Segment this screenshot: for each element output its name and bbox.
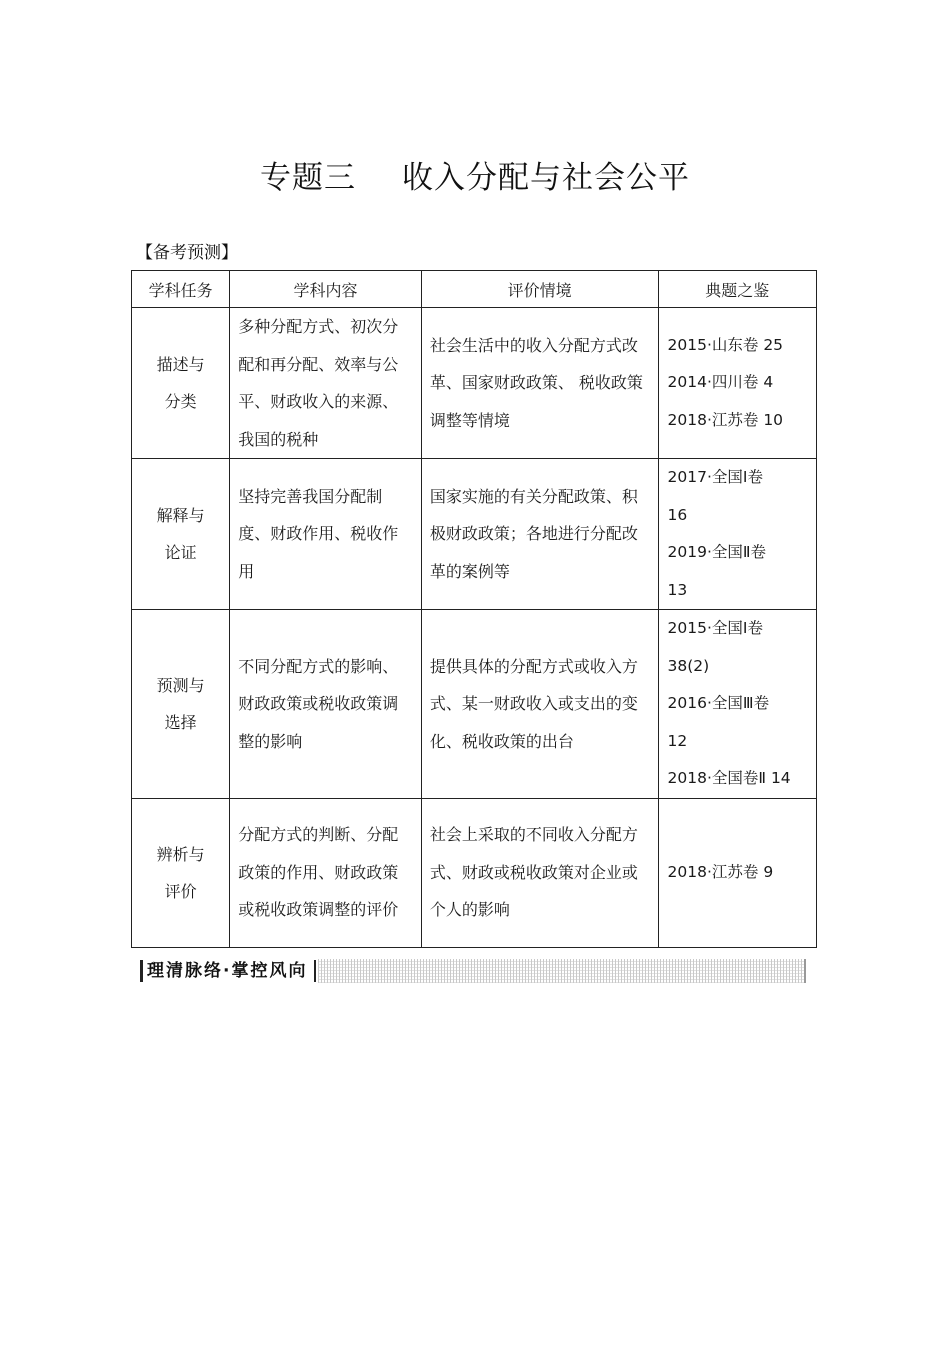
header-references: 典题之鉴 <box>658 271 816 308</box>
page-title <box>0 152 950 197</box>
banner-stripe-decoration <box>318 959 806 983</box>
banner-divider <box>314 960 316 982</box>
content-cell: 分配方式的判断、分配政策的作用、财政政策或税收政策调整的评价 <box>230 798 422 947</box>
table-row <box>132 798 817 947</box>
context-cell: 提供具体的分配方式或收入方式、某一财政收入或支出的变化、税收政策的出台 <box>421 610 658 799</box>
reference-item: 16 <box>667 505 688 524</box>
table-row <box>132 610 817 799</box>
section-banner <box>140 958 806 984</box>
section-label: 【备考预测】 <box>136 243 238 263</box>
reference-item: 2019·全国Ⅱ卷 <box>667 543 767 561</box>
header-context: 评价情境 <box>421 271 658 308</box>
table-row <box>132 459 817 610</box>
context-cell: 社会生活中的收入分配方式改革、国家财政政策、 税收政策调整等情境 <box>421 308 658 459</box>
task-cell: 解释与 论证 <box>132 459 230 610</box>
content-cell: 坚持完善我国分配制度、财政作用、税收作用 <box>230 459 422 610</box>
references-cell <box>658 459 816 610</box>
reference-item: 2015·全国Ⅰ卷 <box>667 619 763 637</box>
table-row <box>132 308 817 459</box>
references-cell <box>658 610 816 799</box>
reference-item: 2014·四川卷 4 <box>667 373 774 392</box>
table-header-row <box>132 271 817 308</box>
reference-item: 2018·江苏卷 9 <box>667 862 774 881</box>
banner-text: 理清脉络·掌控风向 <box>140 960 311 982</box>
references-cell <box>658 308 816 459</box>
exam-forecast-table <box>131 270 817 948</box>
task-cell: 预测与 选择 <box>132 610 230 799</box>
title-topic-number: 专题三 <box>260 160 356 196</box>
task-cell: 描述与 分类 <box>132 308 230 459</box>
reference-item: 2017·全国Ⅰ卷 <box>667 468 763 486</box>
content-cell: 多种分配方式、初次分配和再分配、效率与公平、财政收入的来源、我国的税种 <box>230 308 422 459</box>
reference-item: 2018·全国卷Ⅱ 14 <box>667 769 791 787</box>
header-content: 学科内容 <box>230 271 422 308</box>
context-cell: 社会上采取的不同收入分配方式、财政或税收政策对企业或个人的影响 <box>421 798 658 947</box>
task-cell: 辨析与 评价 <box>132 798 230 947</box>
header-task: 学科任务 <box>132 271 230 308</box>
reference-item: 2018·江苏卷 10 <box>667 410 784 429</box>
reference-item: 13 <box>667 580 688 599</box>
references-cell <box>658 798 816 947</box>
reference-item: 2016·全国Ⅲ卷 <box>667 694 770 712</box>
reference-item: 12 <box>667 731 688 750</box>
content-cell: 不同分配方式的影响、财政政策或税收政策调整的影响 <box>230 610 422 799</box>
title-topic-name: 收入分配与社会公平 <box>402 160 690 196</box>
context-cell: 国家实施的有关分配政策、积极财政政策；各地进行分配改革的案例等 <box>421 459 658 610</box>
reference-item: 2015·山东卷 25 <box>667 335 784 354</box>
reference-item: 38(2) <box>667 656 710 675</box>
